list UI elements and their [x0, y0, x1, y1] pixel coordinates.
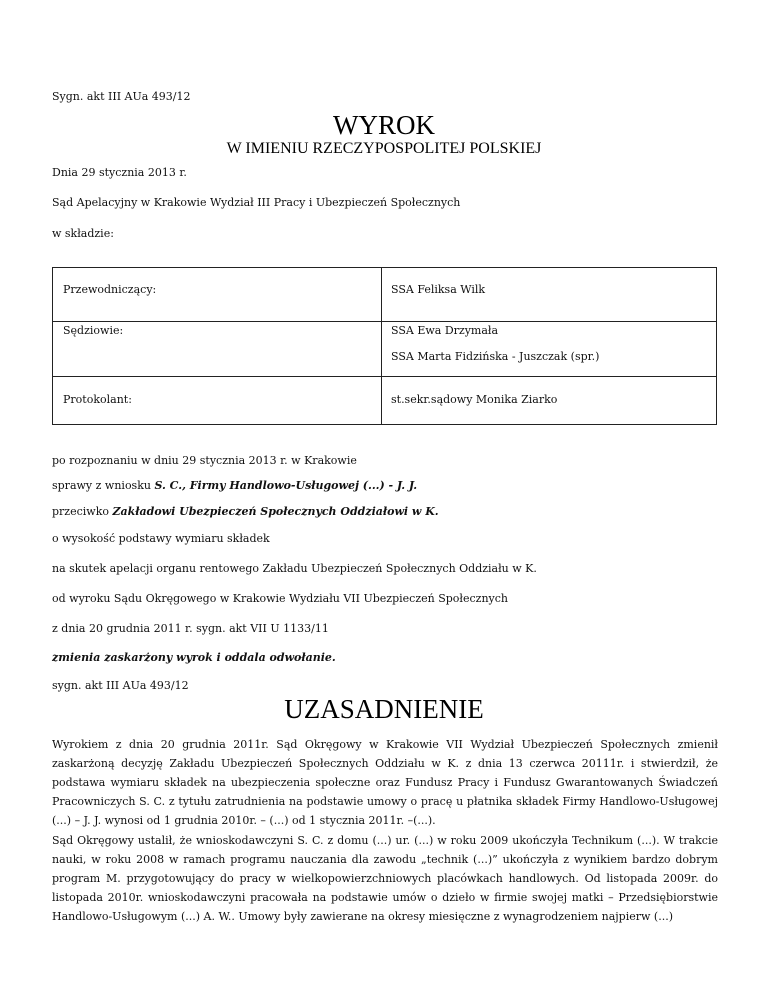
appeal-line: na skutek apelacji organu rentowego Zakładu Ubezpieczeń Społecznych Oddziału w K.: [52, 562, 537, 575]
defendant-prefix: przeciwko: [52, 505, 113, 518]
case-parties-line: [52, 479, 417, 492]
table-divider: [381, 268, 382, 424]
defendant: Zakładowi Ubezpieczeń Społecznych Oddziałowi w K.: [112, 505, 439, 518]
case-parties: S. C., Firmy Handlowo-Usługowej (...) - J. J.: [154, 479, 418, 492]
justification-title: UZASADNIENIE: [284, 694, 484, 724]
justification-paragraph-2: Sąd Okręgowy ustalił, że wnioskodawczyni S. C. z domu (...) ur. (...) w roku 2009 ukończyła Technikum (...). W trakcie nauki, w roku 2008 w ramach programu nauczania dla zawodu „technik (...)” ukończyła z wynikiem bardzo dobrym program M. przygotowujący do pracy w wielkopowierzchniowych placówkach handlowych. Od listopada 2009r. do listopada 2010r. wnioskodawczyni pracowała na podstawie umów o dzieło w firmie swojej matki – Przedsiębiorstwie Handlowo-Usługowym (...) A. W.. Umowy były zawierane na okresy miesięczne z wynagrodzeniem najpierw (...): [52, 834, 718, 923]
defendant-line: [52, 505, 439, 518]
court-name: Sąd Apelacyjny w Krakowie Wydział III Pracy i Ubezpieczeń Społecznych: [52, 196, 461, 209]
lower-judgment-line: z dnia 20 grudnia 2011 r. sygn. akt VII U 1133/11: [52, 622, 329, 635]
case-number: Sygn. akt III AUa 493/12: [52, 90, 191, 103]
justification-case-number: sygn. akt III AUa 493/12: [52, 679, 189, 692]
verdict: zmienia zaskarżony wyrok i oddala odwołanie.: [52, 651, 336, 664]
subject-line: o wysokość podstawy wymiaru składek: [52, 532, 270, 545]
case-parties-prefix: sprawy z wniosku: [52, 479, 155, 492]
table-divider: [53, 376, 716, 377]
document-subtitle: W IMIENIU RZECZYPOSPOLITEJ POLSKIEJ: [226, 140, 542, 157]
panel-role-judges: Sędziowie:: [63, 324, 124, 337]
panel-table: [52, 267, 717, 425]
panel-name-chair: SSA Feliksa Wilk: [391, 283, 486, 296]
justification-paragraph-1: Wyrokiem z dnia 20 grudnia 2011r. Sąd Okręgowy w Krakowie VII Wydział Ubezpieczeń Społecznych zmienił zaskarżoną decyzję Zakładu Ubezpieczeń Społecznych Oddziału w K. z dnia 13 czerwca 20111r. i stwierdził, że podstawa wymiaru składek na ubezpieczenia społeczne oraz Fundusz Pracy i Fundusz Gwarantowanych Świadczeń Pracowniczych S. C. z tytułu zatrudnienia na podstawie umowy o pracę u płatnika składek Firmy Handlowo-Usługowej (...) – J. J. wynosi od 1 grudnia 2010r. – (...) od 1 stycznia 2011r. –(...).: [52, 738, 718, 827]
judgment-date: Dnia 29 stycznia 2013 r.: [52, 166, 187, 179]
lower-court-line: od wyroku Sądu Okręgowego w Krakowie Wydziału VII Ubezpieczeń Społecznych: [52, 592, 508, 605]
panel-name-judge-1: SSA Ewa Drzymała: [391, 324, 499, 337]
panel-name-judge-2: SSA Marta Fidzińska - Juszczak (spr.): [391, 350, 600, 363]
composition-label: w składzie:: [52, 227, 114, 240]
panel-role-chair: Przewodniczący:: [63, 283, 157, 296]
panel-role-clerk: Protokolant:: [63, 393, 132, 406]
panel-name-clerk: st.sekr.sądowy Monika Ziarko: [391, 393, 558, 406]
table-divider: [53, 321, 716, 322]
hearing-line: po rozpoznaniu w dniu 29 stycznia 2013 r. w Krakowie: [52, 454, 357, 467]
document-title: WYROK: [333, 110, 435, 140]
